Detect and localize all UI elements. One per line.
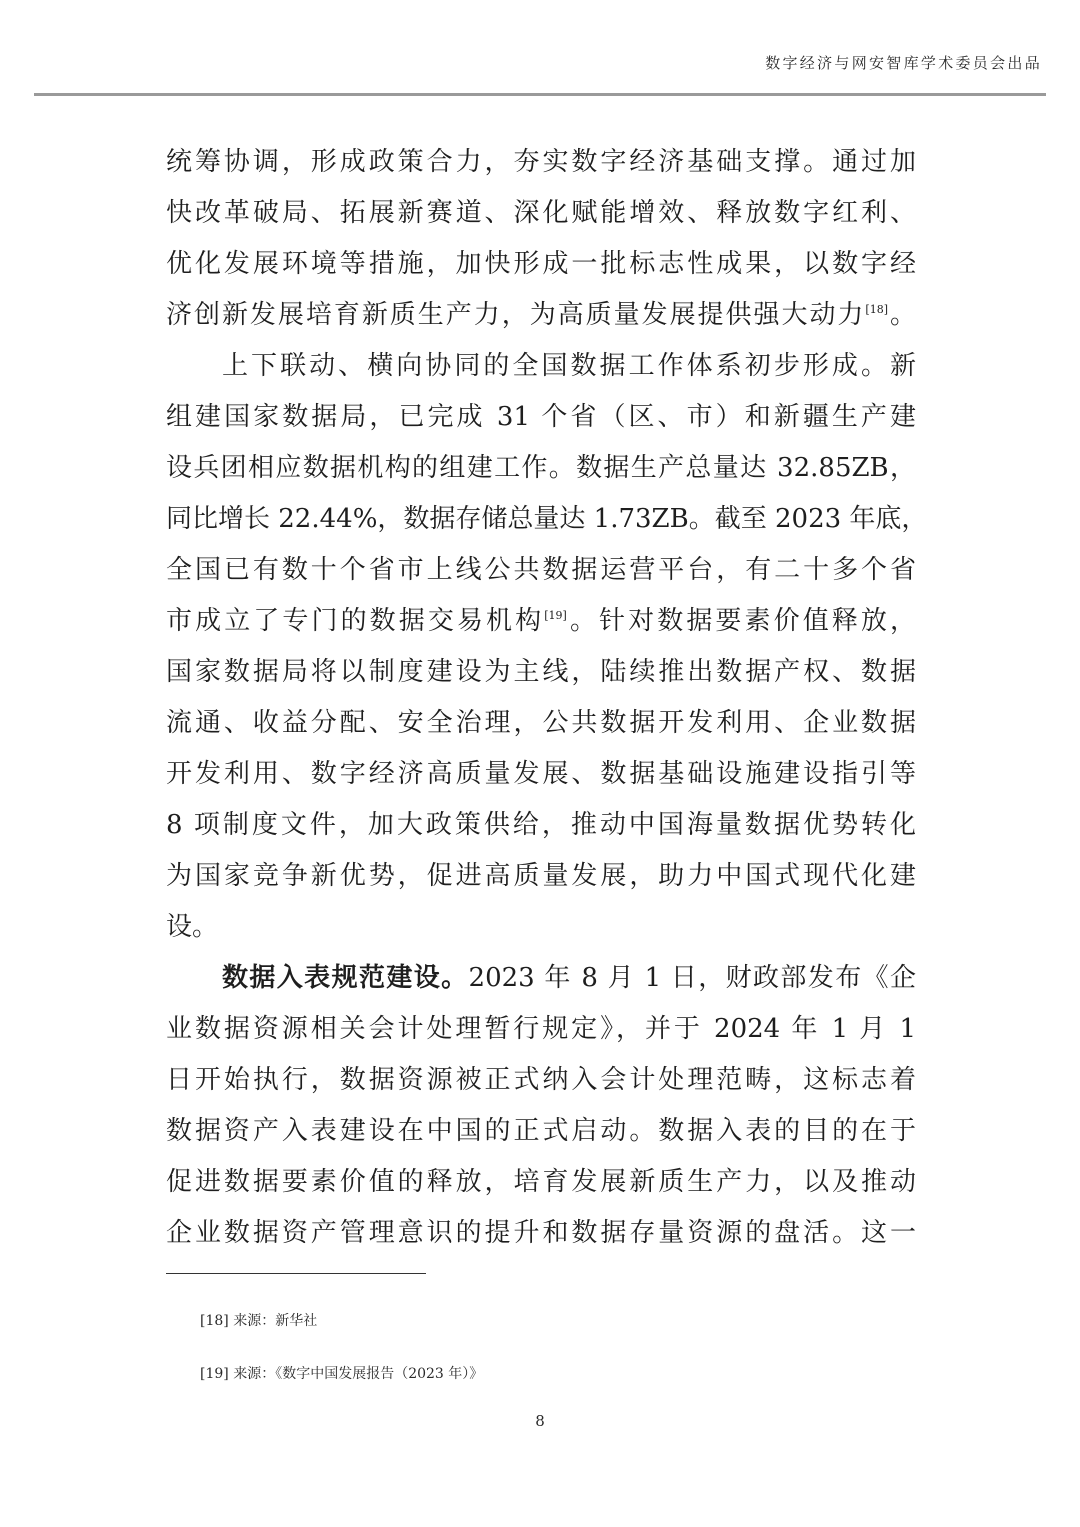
- paragraph-1: [166, 137, 916, 341]
- text-line: 设。: [166, 912, 219, 942]
- text-segment: 市成立了专门的数据交易机构: [166, 606, 545, 636]
- text-line: 组建国家数据局，已完成 31 个省（区、市）和新疆生产建: [166, 402, 916, 432]
- citation-18[interactable]: [18]: [865, 303, 888, 316]
- text-line: [166, 953, 916, 1004]
- text-line: 统筹协调，形成政策合力，夯实数字经济基础支撑。通过加: [166, 147, 916, 177]
- text-line: 促进数据要素价值的释放，培育发展新质生产力，以及推动: [166, 1167, 916, 1197]
- text-line: 开发利用、数字经济高质量发展、数据基础设施建设指引等: [166, 759, 916, 789]
- text-line: [166, 596, 916, 647]
- text-segment: 。针对数据要素价值释放，: [566, 606, 916, 636]
- text-line: 设兵团相应数据机构的组建工作。数据生产总量达 32.85ZB，: [166, 453, 916, 483]
- text-line: 全国已有数十个省市上线公共数据运营平台，有二十多个省: [166, 555, 916, 585]
- text-segment: 济创新发展培育新质生产力，为高质量发展提供强大动力: [166, 300, 866, 330]
- paragraph-2: [166, 341, 928, 953]
- paragraph-3: [166, 953, 916, 1259]
- text-line: 上下联动、横向协同的全国数据工作体系初步形成。新: [222, 351, 916, 381]
- text-line: 流通、收益分配、安全治理，公共数据开发利用、企业数据: [166, 708, 916, 738]
- text-line: 同比增长 22.44%，数据存储总量达 1.73ZB。截至 2023 年底，: [166, 504, 928, 534]
- text-line: 为国家竞争新优势，促进高质量发展，助力中国式现代化建: [166, 861, 916, 891]
- text-line: 企业数据资产管理意识的提升和数据存量资源的盘活。这一: [166, 1218, 916, 1248]
- citation-19[interactable]: [19]: [544, 609, 567, 622]
- text-line: 业数据资源相关会计处理暂行规定》，并于 2024 年 1 月 1: [166, 1014, 916, 1044]
- text-line: [166, 290, 916, 341]
- text-line: 8 项制度文件，加大政策供给，推动中国海量数据优势转化: [166, 810, 916, 840]
- page-number: 8: [535, 1412, 545, 1430]
- text-segment: 2023 年 8 月 1 日，财政部发布《企: [468, 963, 916, 993]
- body-text: [166, 137, 928, 1259]
- header-divider: [34, 93, 1046, 96]
- running-header: 数字经济与网安智库学术委员会出品: [765, 54, 1042, 72]
- text-line: 日开始执行，数据资源被正式纳入会计处理范畴，这标志着: [166, 1065, 916, 1095]
- text-segment: 。: [888, 300, 916, 330]
- text-line: 快改革破局、拓展新赛道、深化赋能增效、释放数字红利、: [166, 198, 916, 228]
- footnote-divider: [166, 1273, 426, 1274]
- footnote-18: [18] 来源：新华社: [200, 1313, 318, 1329]
- text-line: 国家数据局将以制度建设为主线，陆续推出数据产权、数据: [166, 657, 916, 687]
- text-line: 优化发展环境等措施，加快形成一批标志性成果，以数字经: [166, 249, 916, 279]
- footnote-19: [19] 来源：《数字中国发展报告（2023 年）》: [200, 1366, 484, 1382]
- bold-heading: 数据入表规范建设。: [222, 963, 469, 993]
- text-line: 数据资产入表建设在中国的正式启动。数据入表的目的在于: [166, 1116, 916, 1146]
